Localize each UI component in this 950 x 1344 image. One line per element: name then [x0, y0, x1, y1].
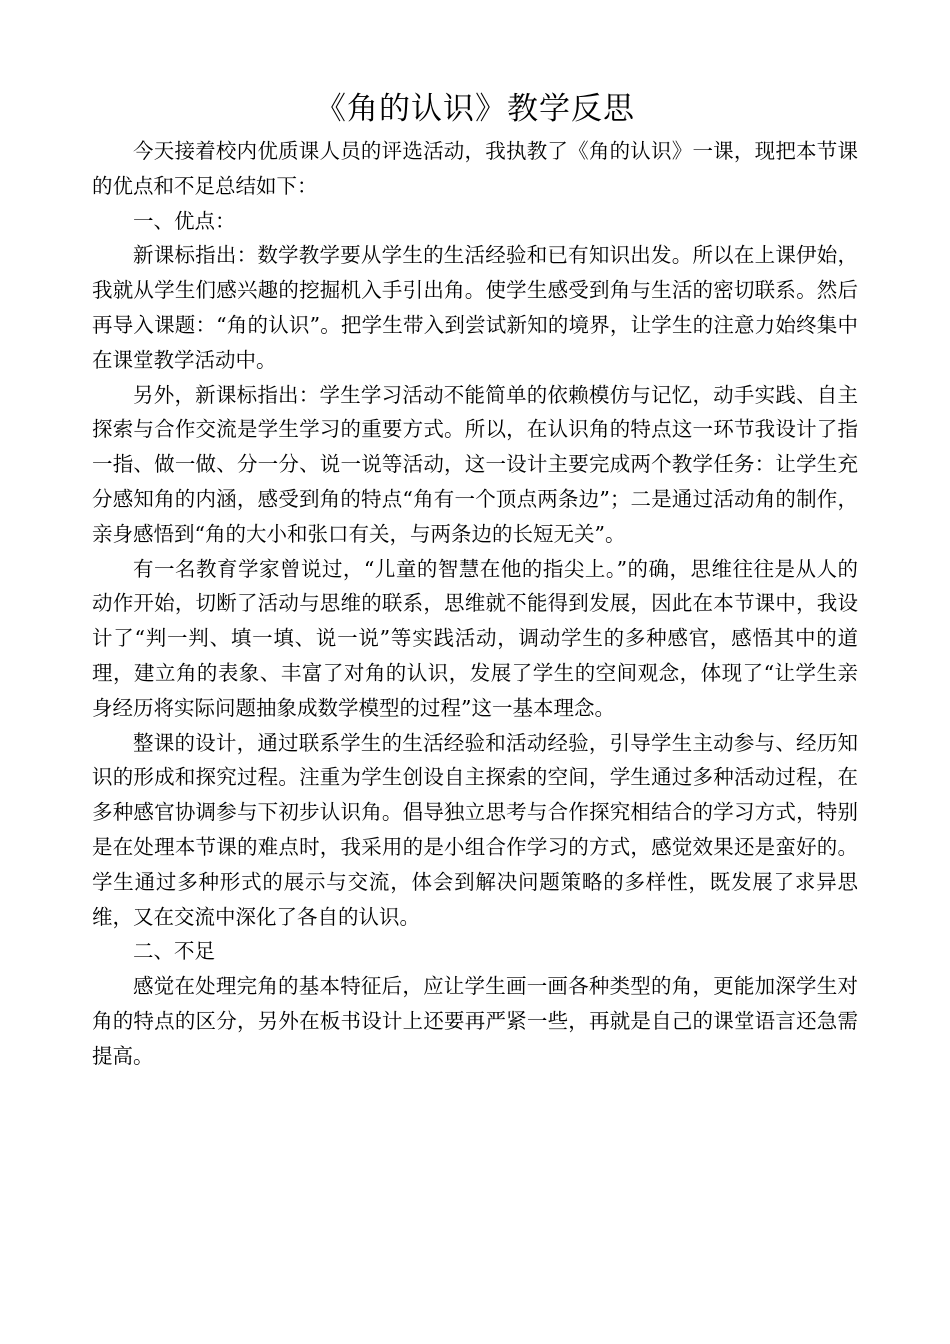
paragraph-advantage-3: 有一名教育学家曾说过，“儿童的智慧在他的指尖上。”的确，思维往往是从人的动作开始，切断了活动与思维的联系，思维就不能得到发展，因此在本节课中，我设计了“判一判、填一填、说一说”等实践活动，调动学生的多种感官，感悟其中的道理，建立角的表象、丰富了对角的认识，发展了学生的空间观念，体现了“让学生亲身经历将实际问题抽象成数学模型的过程”这一基本理念。 [92, 556, 858, 720]
heading-shortcomings: 二、不足 [133, 939, 215, 964]
heading-advantages: 一、优点： [133, 208, 236, 233]
paragraph-advantage-2: 另外，新课标指出：学生学习活动不能简单的依赖模仿与记忆，动手实践、自主探索与合作交流是学生学习的重要方式。所以，在认识角的特点这一环节我设计了指一指、做一做、分一分、说一说等活动，这一设计主要完成两个教学任务：让学生充分感知角的内涵，感受到角的特点“角有一个顶点两条边”；二是通过活动角的制作，亲身感悟到“角的大小和张口有关，与两条边的长短无关”。 [92, 382, 858, 546]
paragraph-intro: 今天接着校内优质课人员的评选活动，我执教了《角的认识》一课，现把本节课的优点和不足总结如下： [92, 139, 858, 198]
document-title: 《角的认识》教学反思 [315, 91, 635, 127]
paragraph-advantage-4: 整课的设计，通过联系学生的生活经验和活动经验，引导学生主动参与、经历知识的形成和探究过程。注重为学生创设自主探索的空间，学生通过多种活动过程，在多种感官协调参与下初步认识角。倡导独立思考与合作探究相结合的学习方式，特别是在处理本节课的难点时，我采用的是小组合作学习的方式，感觉效果还是蛮好的。学生通过多种形式的展示与交流，体会到解决问题策略的多样性，既发展了求异思维，又在交流中深化了各自的认识。 [92, 730, 858, 929]
paragraph-shortcomings: 感觉在处理完角的基本特征后，应让学生画一画各种类型的角，更能加深学生对角的特点的区分，另外在板书设计上还要再严紧一些，再就是自己的课堂语言还急需提高。 [92, 974, 858, 1068]
document-page [92, 86, 858, 1074]
paragraph-advantage-1: 新课标指出：数学教学要从学生的生活经验和已有知识出发。所以在上课伊始，我就从学生们感兴趣的挖掘机入手引出角。使学生感受到角与生活的密切联系。然后再导入课题：“角的认识”。把学生带入到尝试新知的境界，让学生的注意力始终集中在课堂教学活动中。 [92, 243, 858, 372]
